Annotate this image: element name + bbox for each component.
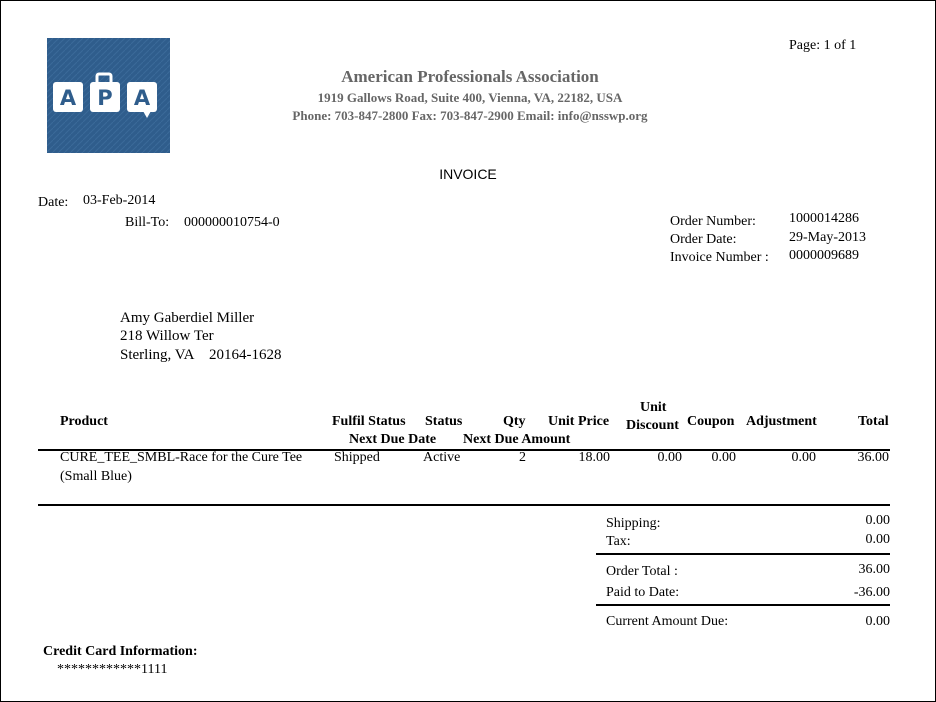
customer-street: 218 Willow Ter bbox=[120, 328, 214, 344]
col-header-next-due-date: Next Due Date bbox=[349, 432, 437, 447]
col-header-fulfil-status: Fulfil Status bbox=[332, 414, 406, 429]
row-product-line2: (Small Blue) bbox=[60, 469, 132, 484]
invoice-number-label: Invoice Number : bbox=[670, 250, 769, 265]
row-total: 36.00 bbox=[857, 450, 889, 465]
customer-zip: 20164-1628 bbox=[209, 347, 282, 363]
table-footer-rule bbox=[38, 504, 890, 506]
order-date-value: 29-May-2013 bbox=[789, 230, 866, 245]
col-header-unit-discount-line1: Unit bbox=[640, 400, 667, 415]
tax-label: Tax: bbox=[606, 534, 631, 549]
order-total-value: 36.00 bbox=[858, 562, 890, 577]
col-header-next-due-amount: Next Due Amount bbox=[463, 432, 571, 447]
invoice-title: INVOICE bbox=[439, 166, 497, 182]
shipping-value: 0.00 bbox=[865, 513, 890, 528]
row-fulfil-status: Shipped bbox=[334, 450, 380, 465]
date-label: Date: bbox=[38, 195, 69, 210]
svg-text:P: P bbox=[97, 86, 113, 110]
row-product-line1: CURE_TEE_SMBL-Race for the Cure Tee bbox=[60, 450, 303, 465]
paid-to-date-label: Paid to Date: bbox=[606, 585, 680, 600]
paid-to-date-value: -36.00 bbox=[853, 585, 890, 600]
credit-card-number: ************1111 bbox=[57, 662, 168, 677]
apa-logo-graphic bbox=[47, 38, 170, 153]
customer-name: Amy Gaberdiel Miller bbox=[120, 310, 255, 326]
order-total-label: Order Total : bbox=[606, 564, 678, 579]
page-number: Page: 1 of 1 bbox=[789, 38, 857, 53]
summary-rule-1 bbox=[596, 553, 890, 555]
col-header-unit-price: Unit Price bbox=[548, 414, 610, 429]
customer-city: Sterling, VA bbox=[120, 347, 195, 363]
apa-logo bbox=[47, 38, 170, 153]
row-status: Active bbox=[423, 450, 461, 465]
order-date-label: Order Date: bbox=[670, 232, 737, 247]
summary-rule-2 bbox=[596, 604, 890, 606]
org-contact: Phone: 703-847-2800 Fax: 703-847-2900 Email: info@nsswp.org bbox=[292, 108, 648, 123]
amount-due-value: 0.00 bbox=[865, 614, 890, 629]
col-header-product: Product bbox=[60, 414, 108, 429]
bill-to-value: 000000010754-0 bbox=[184, 215, 280, 230]
row-qty: 2 bbox=[519, 450, 526, 465]
svg-text:A: A bbox=[59, 86, 77, 110]
col-header-unit-discount-line2: Discount bbox=[626, 418, 679, 433]
date-value: 03-Feb-2014 bbox=[83, 193, 156, 208]
col-header-total: Total bbox=[858, 414, 889, 429]
invoice-number-value: 0000009689 bbox=[789, 248, 859, 263]
row-coupon: 0.00 bbox=[711, 450, 736, 465]
row-adjustment: 0.00 bbox=[791, 450, 816, 465]
shipping-label: Shipping: bbox=[606, 516, 661, 531]
org-address: 1919 Gallows Road, Suite 400, Vienna, VA, 22182, USA bbox=[317, 90, 623, 105]
order-number-label: Order Number: bbox=[670, 214, 756, 229]
col-header-qty: Qty bbox=[503, 414, 526, 429]
bill-to-label: Bill-To: bbox=[125, 215, 170, 230]
order-number-value: 1000014286 bbox=[789, 211, 859, 226]
amount-due-label: Current Amount Due: bbox=[606, 614, 729, 629]
org-name: American Professionals Association bbox=[341, 67, 599, 86]
tax-value: 0.00 bbox=[865, 532, 890, 547]
credit-card-label: Credit Card Information: bbox=[43, 644, 198, 659]
col-header-adjustment: Adjustment bbox=[746, 414, 817, 429]
row-unit-price: 18.00 bbox=[578, 450, 610, 465]
col-header-coupon: Coupon bbox=[687, 414, 735, 429]
col-header-status: Status bbox=[425, 414, 463, 429]
svg-text:A: A bbox=[133, 86, 151, 110]
row-unit-discount: 0.00 bbox=[657, 450, 682, 465]
